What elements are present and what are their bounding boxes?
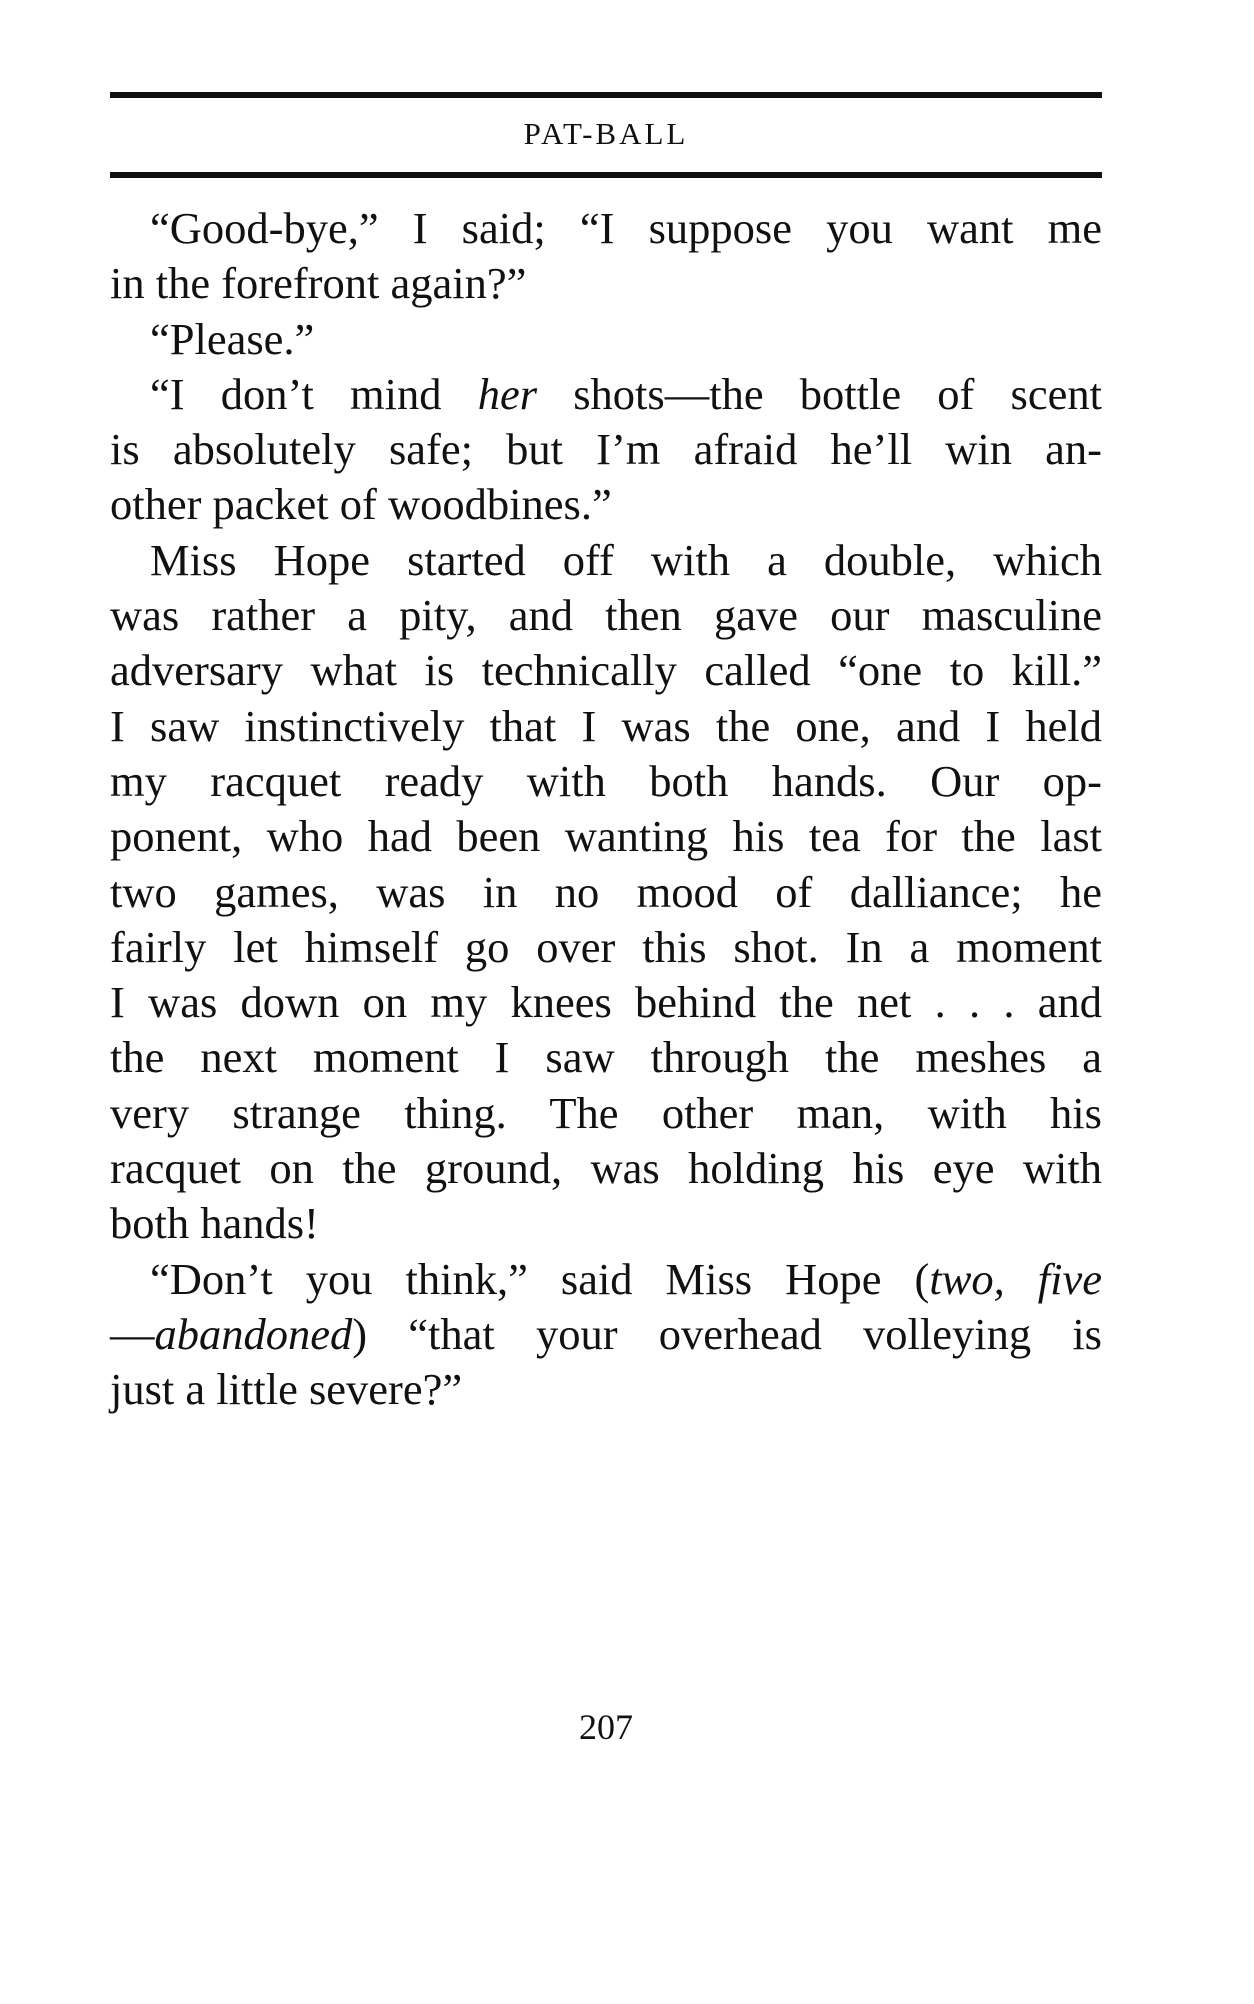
text-line: “Don’t you think,” said Miss Hope (two, five xyxy=(150,1253,1102,1304)
text-line: other packet of woodbines.” xyxy=(110,479,612,530)
text-line: two games, was in no mood of dalliance; he xyxy=(110,866,1102,917)
text-line: “Please.” xyxy=(150,313,315,364)
header-rule-bottom xyxy=(110,172,1102,178)
text-line: ponent, who had been wanting his tea for the last xyxy=(110,811,1102,862)
running-head: PAT-BALL xyxy=(523,116,689,151)
text-line: racquet on the ground, was holding his eye with xyxy=(110,1143,1102,1194)
text-line: very strange thing. The other man, with his xyxy=(110,1087,1102,1138)
text-line: Miss Hope started off with a double, which xyxy=(150,534,1102,585)
text-line: “I don’t mind her shots—the bottle of scent xyxy=(150,368,1102,419)
text-line: my racquet ready with both hands. Our op- xyxy=(110,755,1102,806)
text-line: in the forefront again?” xyxy=(110,258,527,309)
header-rule-top xyxy=(110,92,1102,98)
page-number: 207 xyxy=(579,1707,633,1747)
text-line: is absolutely safe; but I’m afraid he’ll win an- xyxy=(110,424,1102,475)
text-line: “Good-bye,” I said; “I suppose you want me xyxy=(150,203,1102,253)
text-line: the next moment I saw through the meshes a xyxy=(110,1032,1102,1083)
text-line: fairly let himself go over this shot. In a moment xyxy=(110,921,1102,972)
text-line: was rather a pity, and then gave our masculine xyxy=(110,590,1102,641)
text-line: adversary what is technically called “one to kill.” xyxy=(110,645,1102,696)
text-line: both hands! xyxy=(110,1198,319,1249)
body-text xyxy=(110,201,1102,1418)
text-line: —abandoned) “that your overhead volleying is xyxy=(110,1308,1102,1359)
text-line: I saw instinctively that I was the one, and I held xyxy=(110,700,1102,751)
text-line: just a little severe?” xyxy=(110,1364,463,1415)
text-line: I was down on my knees behind the net . . . and xyxy=(110,977,1102,1028)
